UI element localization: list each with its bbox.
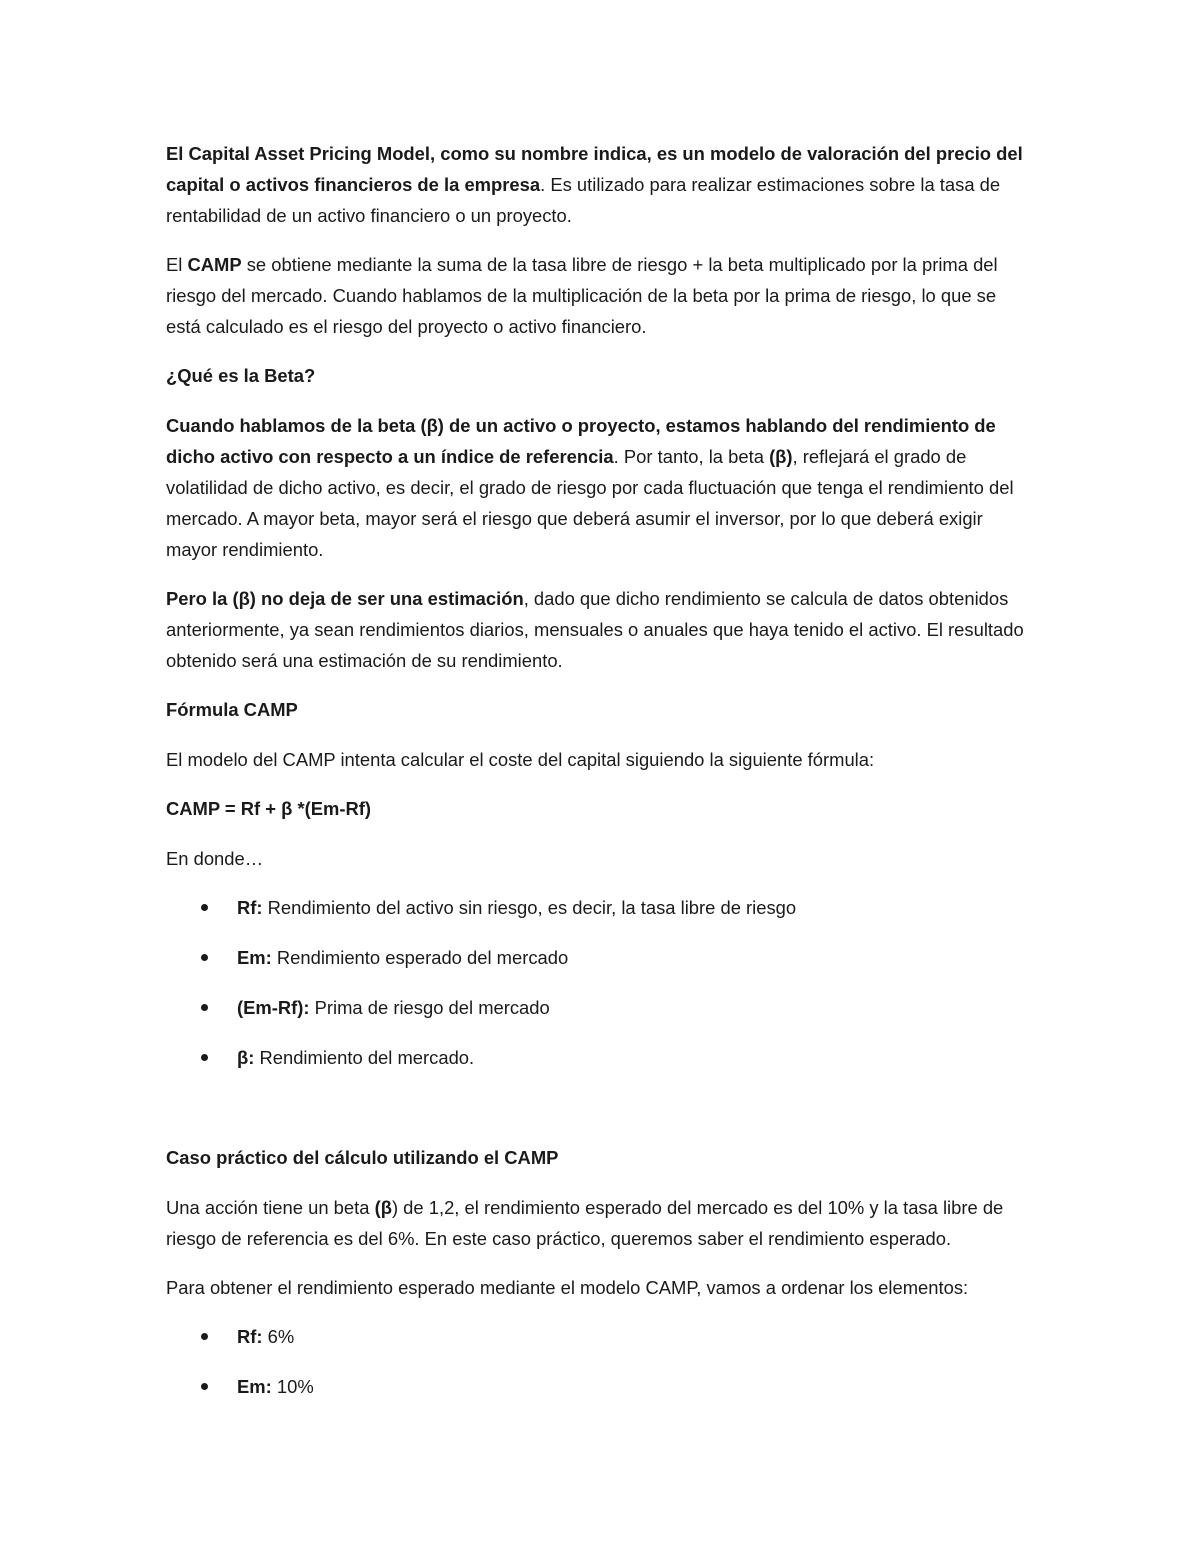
- bullet-icon: [201, 1054, 208, 1061]
- formula-intro-paragraph: El modelo del CAMP intenta calcular el coste del capital siguiendo la siguiente fórmula:: [166, 749, 875, 770]
- beta-bold-2: (β): [769, 446, 793, 467]
- list-item: [166, 992, 1034, 1023]
- camp-def-text-2: se obtiene mediante la suma de la tasa libre de riesgo + la beta multiplicado por la prima del riesgo del mercado. Cuando hablamos de la multiplicación de la beta por la prima de riesgo, lo que se está calculado es el riesgo del proyecto o activo financiero.: [166, 254, 998, 337]
- definition-desc: Rendimiento del mercado.: [254, 1047, 475, 1068]
- bullet-icon: [201, 1004, 208, 1011]
- definition-term: β:: [237, 1047, 255, 1068]
- list-item: [166, 1321, 1034, 1352]
- en-donde-paragraph: En donde…: [166, 848, 264, 869]
- beta-paragraph: [166, 410, 1034, 565]
- definition-desc: Rendimiento esperado del mercado: [271, 947, 569, 968]
- ordenar-paragraph: Para obtener el rendimiento esperado mediante el modelo CAMP, vamos a ordenar los elementos:: [166, 1277, 969, 1298]
- intro-paragraph: [166, 138, 1034, 231]
- beta-bold-1: Cuando hablamos de la beta (β) de un activo o proyecto, estamos hablando del rendimiento de dicho activo con respecto a un índice de referencia: [166, 415, 996, 467]
- definitions-list: [166, 892, 1034, 1073]
- value-desc: 10%: [271, 1376, 314, 1397]
- list-item: [166, 1371, 1034, 1402]
- camp-def-bold: CAMP: [187, 254, 242, 275]
- value-desc: 6%: [262, 1326, 295, 1347]
- bullet-icon: [201, 1383, 208, 1390]
- value-term: Rf:: [237, 1326, 263, 1347]
- list-item: [166, 1042, 1034, 1073]
- caso-heading: Caso práctico del cálculo utilizando el CAMP: [166, 1147, 559, 1168]
- beta-heading: ¿Qué es la Beta?: [166, 365, 316, 386]
- beta-text-1: . Por tanto, la beta: [613, 446, 770, 467]
- caso-text-2: ) de 1,2, el rendimiento esperado del mercado es del 10% y la tasa libre de riesgo de referencia es del 6%. En este caso práctico, queremos saber el rendimiento esperado.: [166, 1197, 1004, 1249]
- definition-term: (Em-Rf):: [237, 997, 310, 1018]
- definition-desc: Prima de riesgo del mercado: [309, 997, 550, 1018]
- estimation-paragraph: [166, 583, 1034, 676]
- intro-bold-text: El Capital Asset Pricing Model, como su nombre indica, es un modelo de valoración del precio del capital o activos financieros de la empresa: [166, 143, 1023, 195]
- values-list: [166, 1321, 1034, 1402]
- definition-term: Rf:: [237, 897, 263, 918]
- caso-paragraph: [166, 1192, 1034, 1254]
- formula-heading: Fórmula CAMP: [166, 699, 298, 720]
- definition-desc: Rendimiento del activo sin riesgo, es decir, la tasa libre de riesgo: [262, 897, 797, 918]
- list-item: [166, 942, 1034, 973]
- estimation-bold: Pero la (β) no deja de ser una estimación: [166, 588, 524, 609]
- beta-text-2: , reflejará el grado de volatilidad de dicho activo, es decir, el grado de riesgo por cada fluctuación que tenga el rendimiento del mercado. A mayor beta, mayor será el riesgo que deberá asumir el inversor, por lo que deberá exigir mayor rendimiento.: [166, 446, 1014, 560]
- definition-term: Em:: [237, 947, 272, 968]
- camp-definition-paragraph: [166, 249, 1034, 342]
- value-term: Em:: [237, 1376, 272, 1397]
- list-item: [166, 892, 1034, 923]
- formula-text: CAMP = Rf + β *(Em-Rf): [166, 798, 372, 819]
- spacer: [166, 1092, 1034, 1142]
- estimation-text: , dado que dicho rendimiento se calcula de datos obtenidos anteriormente, ya sean rendimientos diarios, mensuales o anuales que haya tenido el activo. El resultado obtenido será una estimación de su rendimiento.: [166, 588, 1024, 671]
- camp-def-text-1: El: [166, 254, 188, 275]
- bullet-icon: [201, 954, 208, 961]
- intro-text: . Es utilizado para realizar estimaciones sobre la tasa de rentabilidad de un activo financiero o un proyecto.: [166, 174, 1001, 226]
- bullet-icon: [201, 904, 208, 911]
- caso-text-1: Una acción tiene un beta: [166, 1197, 375, 1218]
- caso-bold: (β: [374, 1197, 392, 1218]
- bullet-icon: [201, 1333, 208, 1340]
